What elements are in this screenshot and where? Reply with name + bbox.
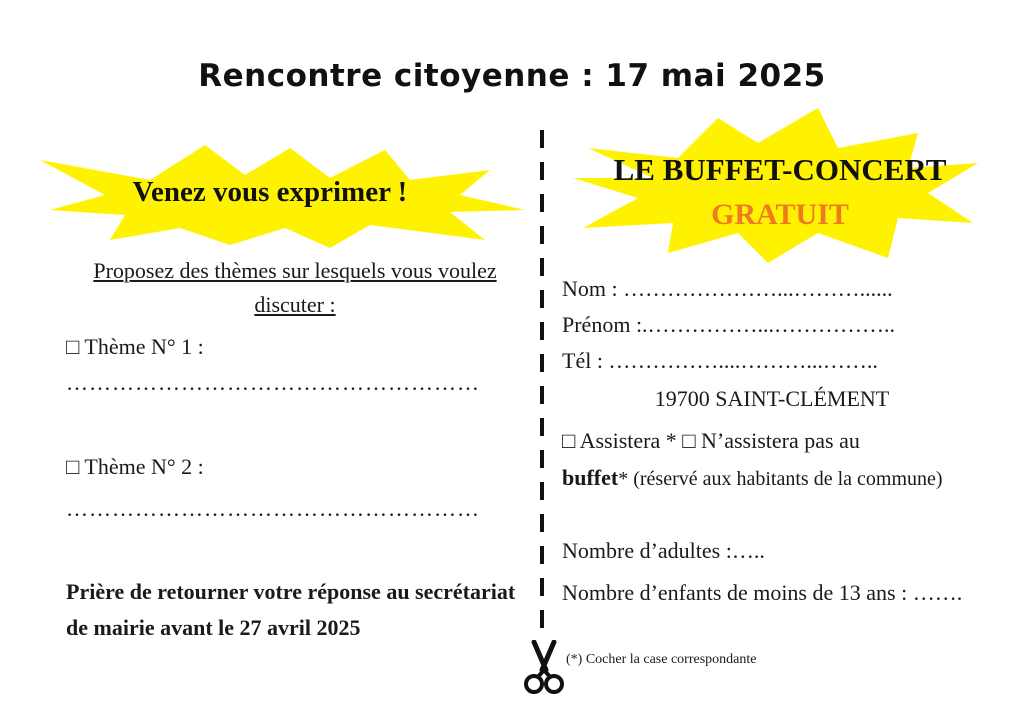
town-label: 19700 SAINT-CLÉMENT (654, 386, 890, 411)
theme-2-label: □ Thème N° 2 : (66, 454, 204, 479)
theme-1-label: □ Thème N° 1 : (66, 334, 204, 359)
adults-count-field[interactable]: Nombre d’adultes :….. (562, 538, 765, 563)
footnote: (*) Cocher la case correspondante (566, 652, 757, 667)
return-notice: Prière de retourner votre réponse au secrétariat de mairie avant le 27 avril 2025 (66, 579, 516, 640)
children-count-field[interactable]: Nombre d’enfants de moins de 13 ans : ……. (562, 580, 963, 605)
attendance-options[interactable]: □ Assistera * □ N’assistera pas au (562, 428, 860, 453)
page-title: Rencontre citoyenne : 17 mai 2025 (198, 58, 826, 94)
cut-line (538, 130, 546, 640)
buffet-restriction: * (réservé aux habitants de la commune) (618, 468, 943, 490)
themes-intro: Proposez des thèmes sur lesquels vous voulez discuter : (93, 258, 497, 317)
name-field[interactable]: Nom : …………………...………...... (562, 276, 893, 301)
right-starburst-shape (568, 108, 988, 268)
scissors-icon (522, 640, 566, 696)
buffet-word: buffet (562, 465, 619, 490)
theme-1-field[interactable]: ……………………………………………… (66, 370, 480, 395)
theme-2-field[interactable]: ……………………………………………… (66, 496, 480, 521)
phone-field[interactable]: Tél : ……………....………...…….. (562, 348, 878, 373)
buffet-note (562, 460, 1002, 497)
free-label: GRATUIT (711, 198, 849, 231)
express-yourself-heading: Venez vous exprimer ! (132, 176, 408, 208)
buffet-concert-heading: LE BUFFET-CONCERT (613, 152, 947, 187)
firstname-field[interactable]: Prénom :.……………...…………….. (562, 312, 896, 337)
